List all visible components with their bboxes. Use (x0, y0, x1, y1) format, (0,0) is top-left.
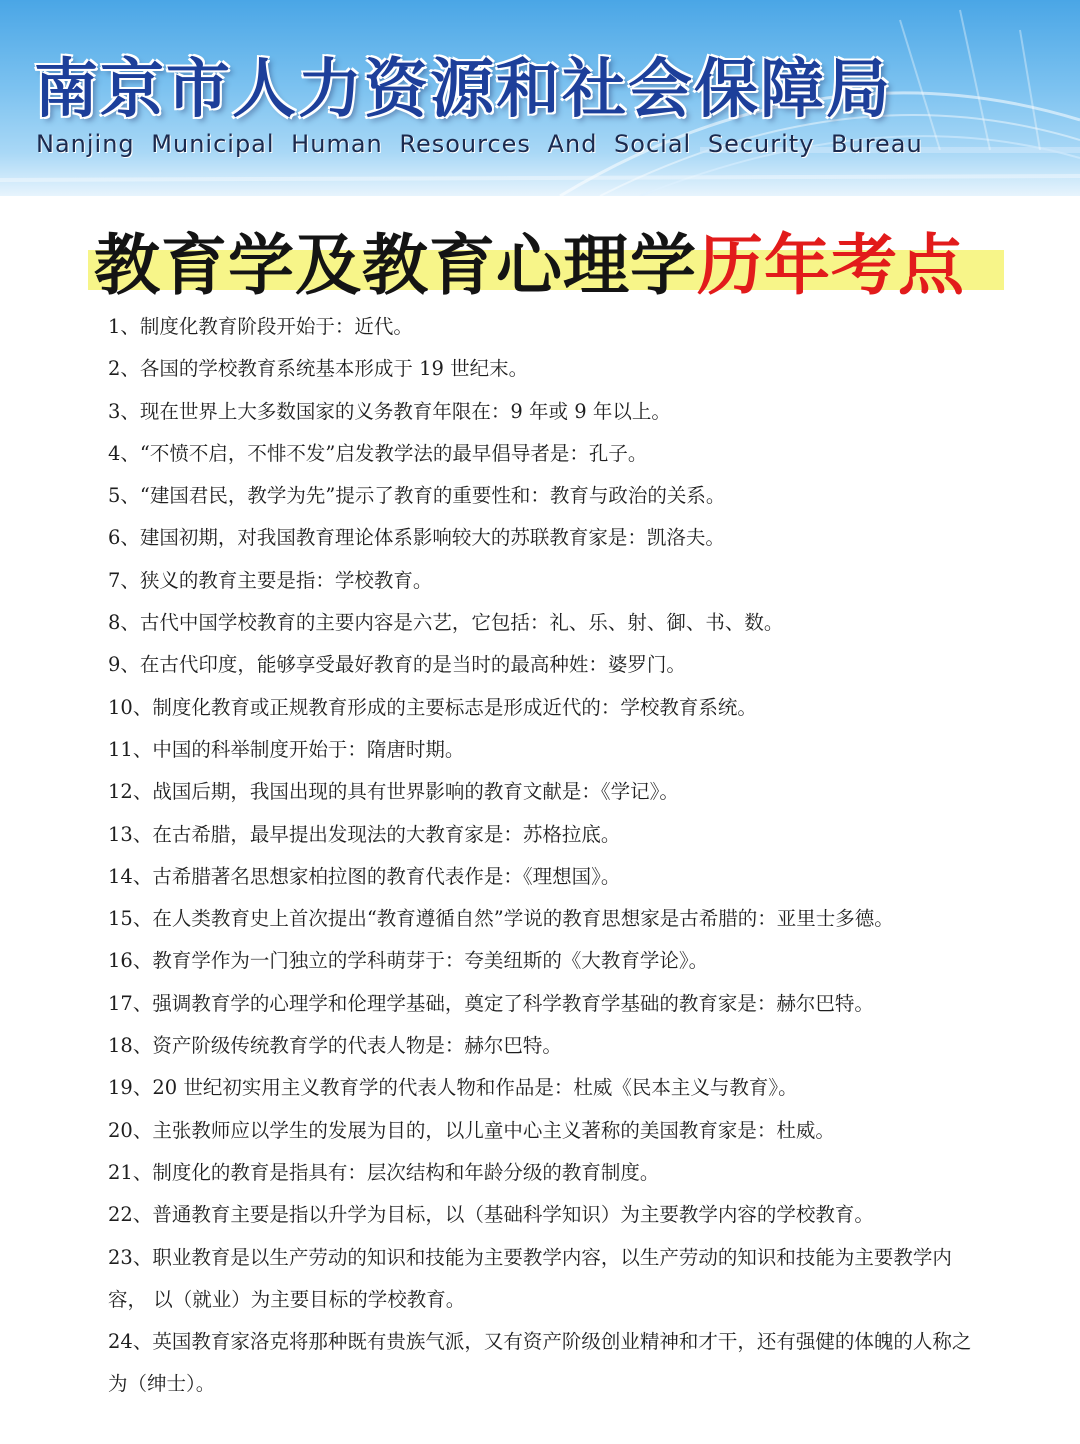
bureau-name-en: Nanjing Municipal Human Resources And Social Security Bureau (36, 130, 923, 158)
bureau-name-cn: 南京市人力资源和社会保障局 (34, 52, 892, 127)
list-item: 13、在古希腊，最早提出发现法的大教育家是：苏格拉底。 (108, 822, 621, 846)
list-item: 18、资产阶级传统教育学的代表人物是：赫尔巴特。 (108, 1034, 562, 1058)
list-item: 9、在古代印度，能够享受最好教育的是当时的最高种姓：婆罗门。 (108, 653, 686, 677)
list-item: 12、战国后期，我国出现的具有世界影响的教育文献是：《学记》。 (108, 780, 679, 804)
list-item: 4、“不愤不启，不悱不发”启发教学法的最早倡导者是：孔子。 (108, 441, 648, 465)
title-main: 教育学及教育心理学 (94, 226, 697, 304)
list-item: 11、中国的科举制度开始于：隋唐时期。 (108, 737, 465, 761)
title-highlight: 历年考点 (697, 226, 965, 304)
list-item: 6、建国初期，对我国教育理论体系影响较大的苏联教育家是：凯洛夫。 (108, 526, 725, 550)
list-item: 20、主张教师应以学生的发展为目的，以儿童中心主义著称的美国教育家是：杜威。 (108, 1118, 835, 1142)
list-item: 2、各国的学校教育系统基本形成于 19 世纪末。 (108, 357, 529, 381)
list-item: 22、普通教育主要是指以升学为目标，以（基础科学知识）为主要教学内容的学校教育。 (108, 1203, 874, 1227)
list-item: 19、20 世纪初实用主义教育学的代表人物和作品是：杜威《民本主义与教育》。 (108, 1076, 798, 1100)
list-item: 21、制度化的教育是指具有：层次结构和年龄分级的教育制度。 (108, 1160, 660, 1184)
list-item: 15、在人类教育史上首次提出“教育遵循自然”学说的教育思想家是古希腊的：亚里士多德。 (108, 907, 894, 931)
list-item: 23、职业教育是以生产劳动的知识和技能为主要教学内容，以生产劳动的知识和技能为主要教学内容， 以（就业）为主要目标的学校教育。 (108, 1245, 952, 1311)
list-item: 7、狭义的教育主要是指：学校教育。 (108, 568, 433, 592)
list-item: 17、强调教育学的心理学和伦理学基础，奠定了科学教育学基础的教育家是：赫尔巴特。 (108, 991, 874, 1015)
list-item: 1、制度化教育阶段开始于：近代。 (108, 315, 413, 338)
title-text (94, 212, 965, 307)
list-item: 8、古代中国学校教育的主要内容是六艺，它包括：礼、乐、射、御、书、数。 (108, 611, 784, 635)
list-item: 5、“建国君民，教学为先”提示了教育的重要性和：教育与政治的关系。 (108, 484, 726, 508)
exam-points-list (108, 306, 988, 1406)
page-title (88, 212, 1004, 304)
list-item: 10、制度化教育或正规教育形成的主要标志是形成近代的：学校教育系统。 (108, 695, 757, 719)
list-item: 16、教育学作为一门独立的学科萌芽于：夸美纽斯的《大教育学论》。 (108, 949, 709, 973)
header-banner (0, 0, 1080, 196)
list-item: 14、古希腊著名思想家柏拉图的教育代表作是：《理想国》。 (108, 864, 621, 888)
list-item: 3、现在世界上大多数国家的义务教育年限在：9 年或 9 年以上。 (108, 399, 671, 423)
list-item: 24、英国教育家洛克将那种既有贵族气派，又有资产阶级创业精神和才干，还有强健的体魄的人称之为（绅士）。 (108, 1330, 972, 1396)
